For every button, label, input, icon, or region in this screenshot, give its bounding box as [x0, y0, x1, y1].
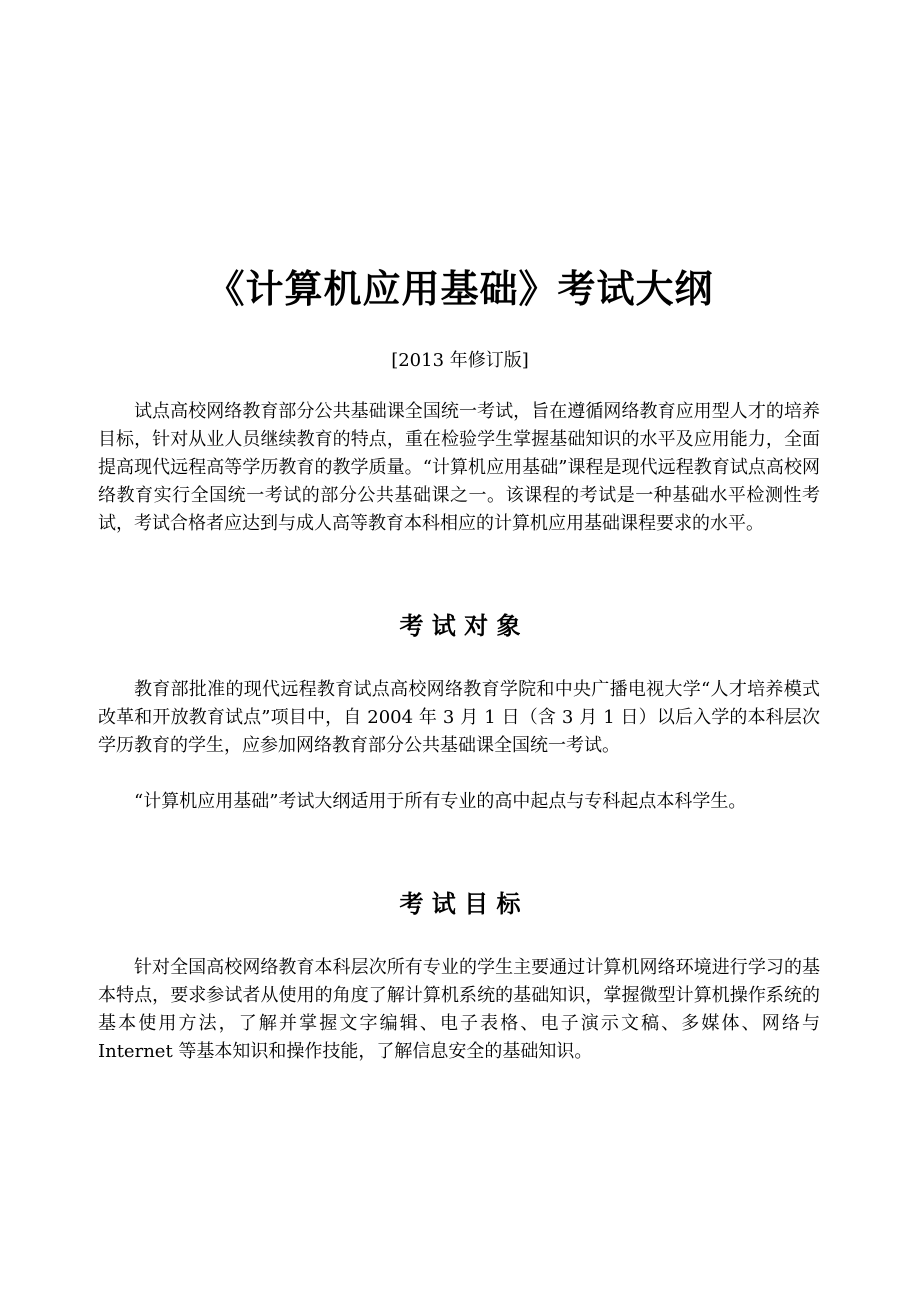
document-title: 《计算机应用基础》考试大纲 — [206, 267, 714, 311]
exam-target-paragraph-1: 教育部批准的现代远程教育试点高校网络教育学院和中央广播电视大学“人才培养模式改革和开放教育试点”项目中，自 2004 年 3 月 1 日（含 3 月 1 日）以后入学的本科层次学历教育的学生，应参加网络教育部分公共基础课全国统一考试。 — [98, 679, 820, 756]
section-heading-exam-goals: 考 试 目 标 — [399, 890, 521, 918]
intro-paragraph: 试点高校网络教育部分公共基础课全国统一考试，旨在遵循网络教育应用型人才的培养目标，针对从业人员继续教育的特点，重在检验学生掌握基础知识的水平及应用能力，全面提高现代远程高等学历教育的教学质量。“计算机应用基础”课程是现代远程教育试点高校网络教育实行全国统一考试的部分公共基础课之一。该课程的考试是一种基础水平检测性考试，考试合格者应达到与成人高等教育本科相应的计算机应用基础课程要求的水平。 — [98, 401, 820, 534]
section-heading-exam-target: 考 试 对 象 — [399, 612, 521, 640]
exam-goals-paragraph: 针对全国高校网络教育本科层次所有专业的学生主要通过计算机网络环境进行学习的基本特点，要求参试者从使用的角度了解计算机系统的基础知识，掌握微型计算机操作系统的基本使用方法，了解并掌握文字编辑、电子表格、电子演示文稿、多媒体、网络与 Internet 等基本知识和操作技能，了解信息安全的基础知识。 — [98, 957, 820, 1062]
exam-target-paragraph-2: “计算机应用基础”考试大纲适用于所有专业的高中起点与专科起点本科学生。 — [134, 791, 747, 812]
edition-note: [2013 年修订版] — [391, 350, 529, 371]
